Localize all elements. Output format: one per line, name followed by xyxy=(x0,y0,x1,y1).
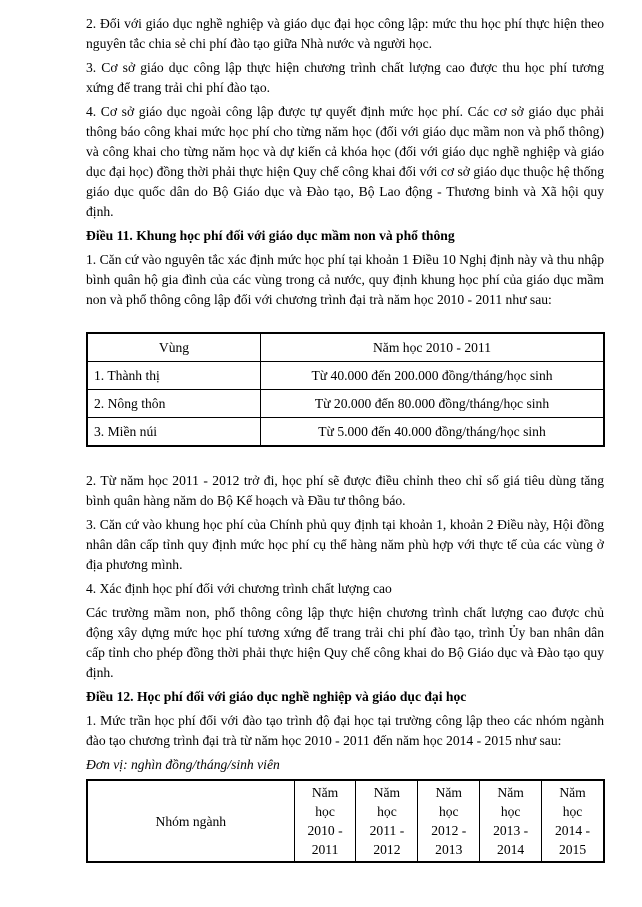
header-year-5: Năm học 2014 - 2015 xyxy=(542,780,604,862)
header-year-3: Năm học 2012 - 2013 xyxy=(418,780,480,862)
fee-cell: Từ 5.000 đến 40.000 đồng/tháng/học sinh xyxy=(261,418,605,447)
header-school-year: Năm học 2010 - 2011 xyxy=(261,333,605,362)
header-region: Vùng xyxy=(87,333,261,362)
header-year-1: Năm học 2010 - 2011 xyxy=(294,780,356,862)
article-11-intro: 1. Căn cứ vào nguyên tắc xác định mức học phí tại khoản 1 Điều 10 Nghị định này và thu nhập bình quân hộ gia đình của các vùng trong cả nước, quy định khung học phí của giáo dục mầm non và phổ thông công lập đối với chương trình đại trà năm học 2010 - 2011 như sau: xyxy=(86,252,604,307)
table-row xyxy=(87,390,604,418)
header-major-group: Nhóm ngành xyxy=(87,780,294,862)
table-row xyxy=(87,362,604,390)
header-year-4: Năm học 2013 - 2014 xyxy=(480,780,542,862)
fee-cell: Từ 40.000 đến 200.000 đồng/tháng/học sinh xyxy=(261,362,605,390)
paragraph: 3. Căn cứ vào khung học phí của Chính phủ quy định tại khoản 1, khoản 2 Điều này, Hội đồng nhân dân cấp tỉnh quy định mức học phí cụ thể hàng năm phù hợp với thực tế của các vùng ở địa phương mình. xyxy=(86,517,604,572)
tuition-frame-table xyxy=(86,332,605,447)
header-year-2: Năm học 2011 - 2012 xyxy=(356,780,418,862)
paragraph: 4. Xác định học phí đối với chương trình chất lượng cao xyxy=(86,581,392,596)
table-row xyxy=(87,418,604,447)
region-cell: 1. Thành thị xyxy=(87,362,261,390)
article-12-intro: 1. Mức trần học phí đối với đào tạo trình độ đại học tại trường công lập theo các nhóm ngành đào tạo chương trình đại trà từ năm học 2010 - 2011 đến năm học 2014 - 2015 như sau: xyxy=(86,713,604,748)
article-12-heading: Điều 12. Học phí đối với giáo dục nghề nghiệp và giáo dục đại học xyxy=(86,689,467,704)
paragraph: Các trường mầm non, phổ thông công lập thực hiện chương trình chất lượng cao được chủ động xây dựng mức học phí tương xứng để trang trải chi phí đào tạo, trình Ủy ban nhân dân cấp tỉnh cho phép đồng thời phải thực hiện Quy chế công khai do Bộ Giáo dục và Đào tạo quy định. xyxy=(86,605,604,680)
article-11-heading: Điều 11. Khung học phí đối với giáo dục mầm non và phổ thông xyxy=(86,228,455,243)
unit-note: Đơn vị: nghìn đồng/tháng/sinh viên xyxy=(86,757,280,772)
tuition-cap-table xyxy=(86,779,605,863)
document-page xyxy=(86,14,604,863)
paragraph: 2. Từ năm học 2011 - 2012 trở đi, học phí sẽ được điều chỉnh theo chỉ số giá tiêu dùng tăng bình quân hàng năm do Bộ Kế hoạch và Đầu tư thông báo. xyxy=(86,473,604,508)
fee-cell: Từ 20.000 đến 80.000 đồng/tháng/học sinh xyxy=(261,390,605,418)
table-header-row xyxy=(87,333,604,362)
paragraph: 3. Cơ sở giáo dục công lập thực hiện chương trình chất lượng cao được thu học phí tương xứng để trang trải chi phí đào tạo. xyxy=(86,60,604,95)
region-cell: 3. Miền núi xyxy=(87,418,261,447)
region-cell: 2. Nông thôn xyxy=(87,390,261,418)
table-header-row xyxy=(87,780,604,862)
paragraph: 2. Đối với giáo dục nghề nghiệp và giáo dục đại học công lập: mức thu học phí thực hiện theo nguyên tắc chia sẻ chi phí đào tạo giữa Nhà nước và người học. xyxy=(86,16,604,51)
paragraph: 4. Cơ sở giáo dục ngoài công lập được tự quyết định mức học phí. Các cơ sở giáo dục phải thông báo công khai mức học phí cho từng năm học (đối với giáo dục mầm non và phổ thông) và công khai cho từng năm học và dự kiến cả khóa học (đối với giáo dục nghề nghiệp và giáo dục đại học) đồng thời phải thực hiện Quy chế công khai đối với cơ sở giáo dục thuộc hệ thống giáo dục quốc dân do Bộ Giáo dục và Đào tạo, Bộ Lao động - Thương binh và Xã hội quy định. xyxy=(86,104,604,219)
